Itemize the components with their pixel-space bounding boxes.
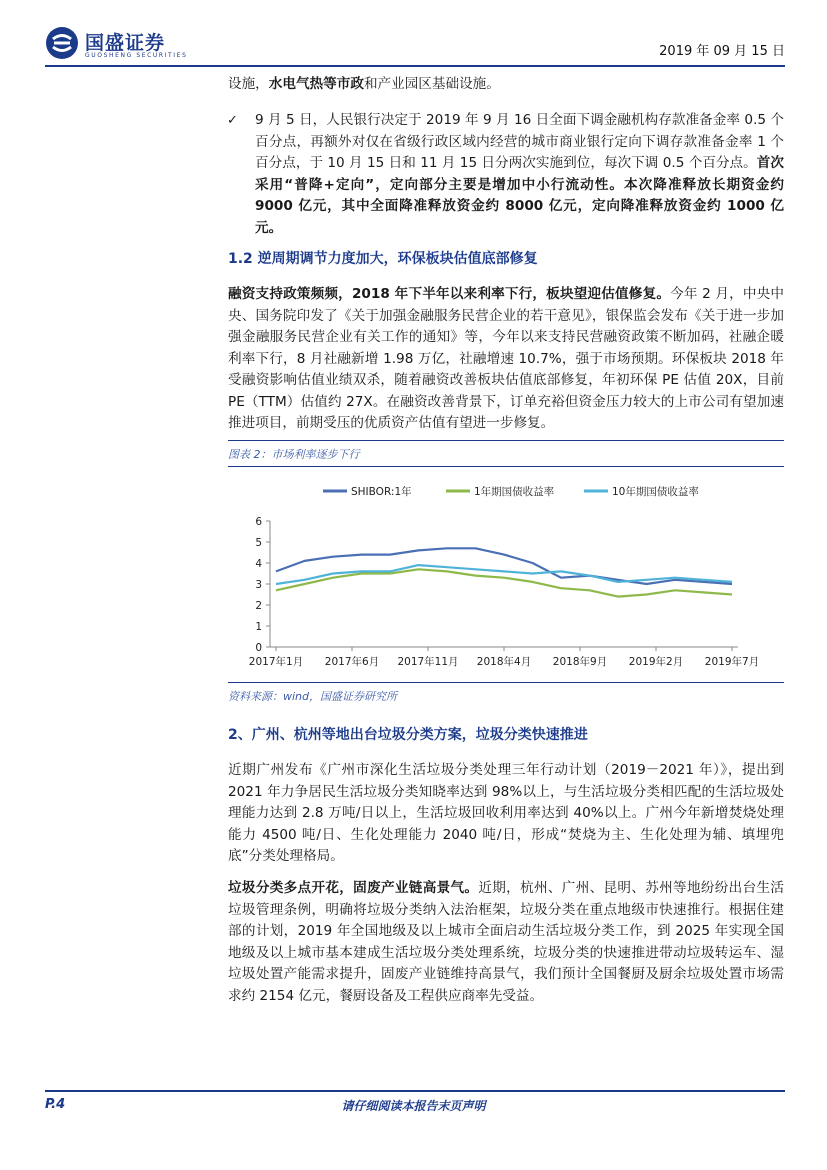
y-tick-label: 4 [255, 558, 262, 570]
bullet-rrr-cut: 9 月 5 日，人民银行决定于 2019 年 9 月 16 日全面下调金融机构存款准备金率 0.5 个百分点，再额外对仅在省级行政区域内经营的城市商业银行定向下调存款准备金率 1 个百分点，于 10 月 15 日和 11 月 15 日分两次实施到位，每次下调 0.5 个百分点。首次采用“普降+定向”，定向部分主要是增加中小行流动性。本次降准释放长期资金约 9000 亿元，其中全面降准释放资金约 8000 亿元，定向降准释放资金约 1000 亿元。 [255, 112, 784, 236]
section-heading-2: 2、广州、杭州等地出台垃圾分类方案，垃圾分类快速推进 [228, 727, 588, 743]
brand-name-en: GUOSHENG SECURITIES [85, 52, 188, 59]
figure-top-rule [228, 440, 784, 441]
figure-caption: 图表 2：市场利率逐步下行 [228, 448, 360, 461]
report-date: 2019 年 09 月 15 日 [659, 44, 785, 59]
interest-rate-chart [228, 475, 784, 680]
x-tick-label: 2017年11月 [397, 656, 459, 668]
chart-legend [323, 485, 699, 498]
figure-bottom-rule [228, 682, 784, 683]
header-divider [45, 65, 785, 67]
legend-label: 1年期国债收益率 [474, 486, 555, 498]
legend-label: 10年期国债收益率 [612, 486, 699, 498]
footer-disclaimer: 请仔细阅读本报告末页声明 [341, 1099, 486, 1113]
paragraph-continued: 设施，水电气热等市政和产业园区基础设施。 [228, 76, 500, 92]
y-tick-label: 6 [255, 516, 262, 528]
page-number: P.4 [45, 1097, 66, 1112]
section-heading-1-2: 1.2 逆周期调节力度加大，环保板块估值底部修复 [228, 251, 538, 267]
legend-label: SHIBOR:1年 [351, 486, 412, 498]
paragraph-financing-support: 融资支持政策频频，2018 年下半年以来利率下行，板块望迎估值修复。今年 2 月，中央中央、国务院印发了《关于加强金融服务民营企业的若干意见》，银保监会发布《关于进一步加强金融服务民营企业有关工作的通知》等，今年以来支持民营融资政策不断加码，社融企暖利率下行，8 月社融新增 1.98 万亿，社融增速 10.7%，强于市场预期。环保板块 2018 年受融资影响估值业绩双杀，随着融资改善板块估值底部修复，年初环保 PE 估值 20X，目前 PE（TTM）估值约 27X。在融资改善背景下，订单充裕但资金压力较大的上市公司有望加速推进项目，前期受压的优质资产估值有望进一步修复。 [228, 286, 784, 431]
page-header [45, 26, 785, 66]
x-tick-label: 2019年7月 [704, 656, 760, 668]
paragraph-waste-sorting: 垃圾分类多点开花，固废产业链高景气。近期，杭州、广州、昆明、苏州等地纷纷出台生活垃圾管理条例，明确将垃圾分类纳入法治框架，垃圾分类在重点地级市快速推行。根据住建部的计划，2019 年全国地级及以上城市全面启动生活垃圾分类工作，到 2025 年实现全国地级及以上城市基本建成生活垃圾分类处理系统，垃圾分类的快速推进带动垃圾转运车、湿垃圾处置产能需求提升，固废产业链维持高景气，我们预计全国餐厨及厨余垃圾处置市场需求约 2154 亿元，餐厨设备及工程供应商率先受益。 [228, 880, 785, 1004]
x-tick-label: 2018年9月 [552, 656, 608, 668]
figure-caption-rule [228, 466, 784, 467]
paragraph-guangzhou-plan: 近期广州发布《广州市深化生活垃圾分类处理三年行动计划（2019－2021 年）》，提出到 2021 年力争居民生活垃圾分类知晓率达到 98%以上，与生活垃圾分类相匹配的生活垃圾处理能力达到 2.8 万吨/日以上，生活垃圾回收利用率达到 40%以上。广州今年新增焚烧处理能力 4500 吨/日、生化处理能力 2040 吨/日，形成“焚烧为主、生化处理为辅、填埋兜底”分类处理格局。 [228, 762, 784, 864]
x-tick-label: 2017年6月 [324, 656, 380, 668]
y-tick-label: 3 [255, 579, 262, 591]
y-axis [255, 516, 270, 654]
y-tick-label: 0 [255, 642, 262, 654]
check-bullet-icon: ✓ [227, 113, 238, 128]
brand-name: 国盛证券 [85, 32, 166, 54]
y-tick-label: 2 [255, 600, 262, 612]
figure-source: 资料来源：wind，国盛证券研究所 [228, 690, 398, 703]
x-tick-label: 2017年1月 [248, 656, 304, 668]
x-tick-label: 2019年2月 [628, 656, 684, 668]
y-tick-label: 5 [255, 537, 262, 549]
chart-series [276, 548, 732, 596]
x-tick-label: 2018年4月 [476, 656, 532, 668]
footer-divider [45, 1090, 785, 1092]
y-tick-label: 1 [255, 621, 262, 633]
guosheng-logo-icon [45, 26, 79, 60]
x-axis [249, 647, 759, 668]
